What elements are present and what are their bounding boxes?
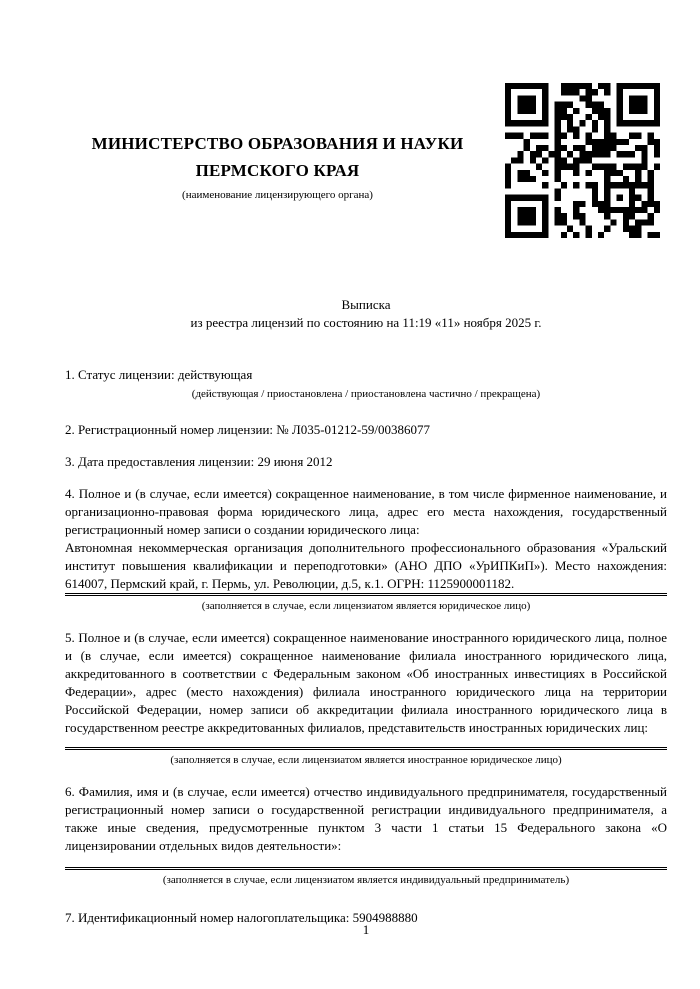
item-foreign-entity: [65, 629, 667, 767]
foreign-entity-label: 5. Полное и (в случае, если имеется) сокращенное наименование иностранного юридического лица, полное и (в случае, если имеется) сокращенное наименование филиала иностранного юридического лица, аккредитованного в соответствии с Федеральным законом «Об иностранных инвестициях в Российской Федерации», адрес (место нахождения) филиала иностранного юридического лица на территории Российской Федерации, номер записи об аккредитации филиала иностранного юридического лица в государственном реестре аккредитованных филиалов, представительств иностранных юридических лиц:: [65, 630, 667, 735]
ministry-name-line2: ПЕРМСКОГО КРАЯ: [195, 161, 360, 180]
entrepreneur-caption: (заполняется в случае, если лицензиатом является индивидуальный предприниматель): [162, 874, 570, 886]
legal-entity-value: Автономная некоммерческая организация дополнительного профессионального образования «Уральский институт повышения квалификации и переподготовки» (АНО ДПО «УрИПКиП»). Место нахождения: 614007, Пермский край, г. Пермь, ул. Революции, д.5, к.1. ОГРН: 1125900001182.: [65, 540, 667, 591]
ministry-caption: (наименование лицензирующего органа): [182, 189, 373, 201]
entrepreneur-fill-line: [65, 867, 667, 870]
entrepreneur-label: 6. Фамилия, имя и (в случае, если имеется) отчество индивидуального предпринимателя, государственный регистрационный номер записи о государственной регистрации индивидуального предпринимателя, а также иные сведения, предусмотренные пунктом 3 части 1 статьи 15 Федерального закона «О лицензировании отдельных видов деятельности»:: [65, 784, 667, 853]
document-body: [65, 296, 667, 927]
item-registration-number: [65, 421, 667, 439]
ministry-name: [65, 130, 490, 184]
item-license-status: [65, 366, 667, 401]
document-title-line1: Выписка: [341, 297, 391, 312]
licensing-authority-header: [65, 130, 490, 202]
foreign-entity-fill-line: [65, 747, 667, 750]
item-grant-date: [65, 453, 667, 471]
item-legal-entity: [65, 485, 667, 613]
legal-entity-caption: (заполняется в случае, если лицензиатом является юридическое лицо): [201, 600, 531, 612]
ministry-name-line1: МИНИСТЕРСТВО ОБРАЗОВАНИЯ И НАУКИ: [91, 134, 464, 153]
license-status-text: 1. Статус лицензии: действующая: [65, 367, 253, 382]
license-status-caption: (действующая / приостановлена / приостановлена частично / прекращена): [191, 388, 541, 400]
foreign-entity-caption: (заполняется в случае, если лицензиатом является иностранное юридическое лицо): [170, 754, 562, 766]
document-title-line2: из реестра лицензий по состоянию на 11:19 «11» ноября 2025 г.: [190, 315, 542, 330]
tax-id-text: 7. Идентификационный номер налогоплательщика: 5904988880: [65, 910, 418, 925]
legal-entity-label: 4. Полное и (в случае, если имеется) сокращенное наименование, в том числе фирменное наименование, и организационно-правовая форма юридического лица, адрес его места нахождения, государственный регистрационный номер записи о создании юридического лица:: [65, 486, 667, 537]
registration-number-text: 2. Регистрационный номер лицензии: № Л035-01212-59/00386077: [65, 422, 431, 437]
document-title: [65, 296, 667, 332]
item-entrepreneur: [65, 783, 667, 887]
qr-code-icon: [505, 83, 660, 238]
page-number: 1: [362, 922, 370, 937]
grant-date-text: 3. Дата предоставления лицензии: 29 июня 2012: [65, 454, 333, 469]
legal-entity-fill-line: [65, 593, 667, 596]
